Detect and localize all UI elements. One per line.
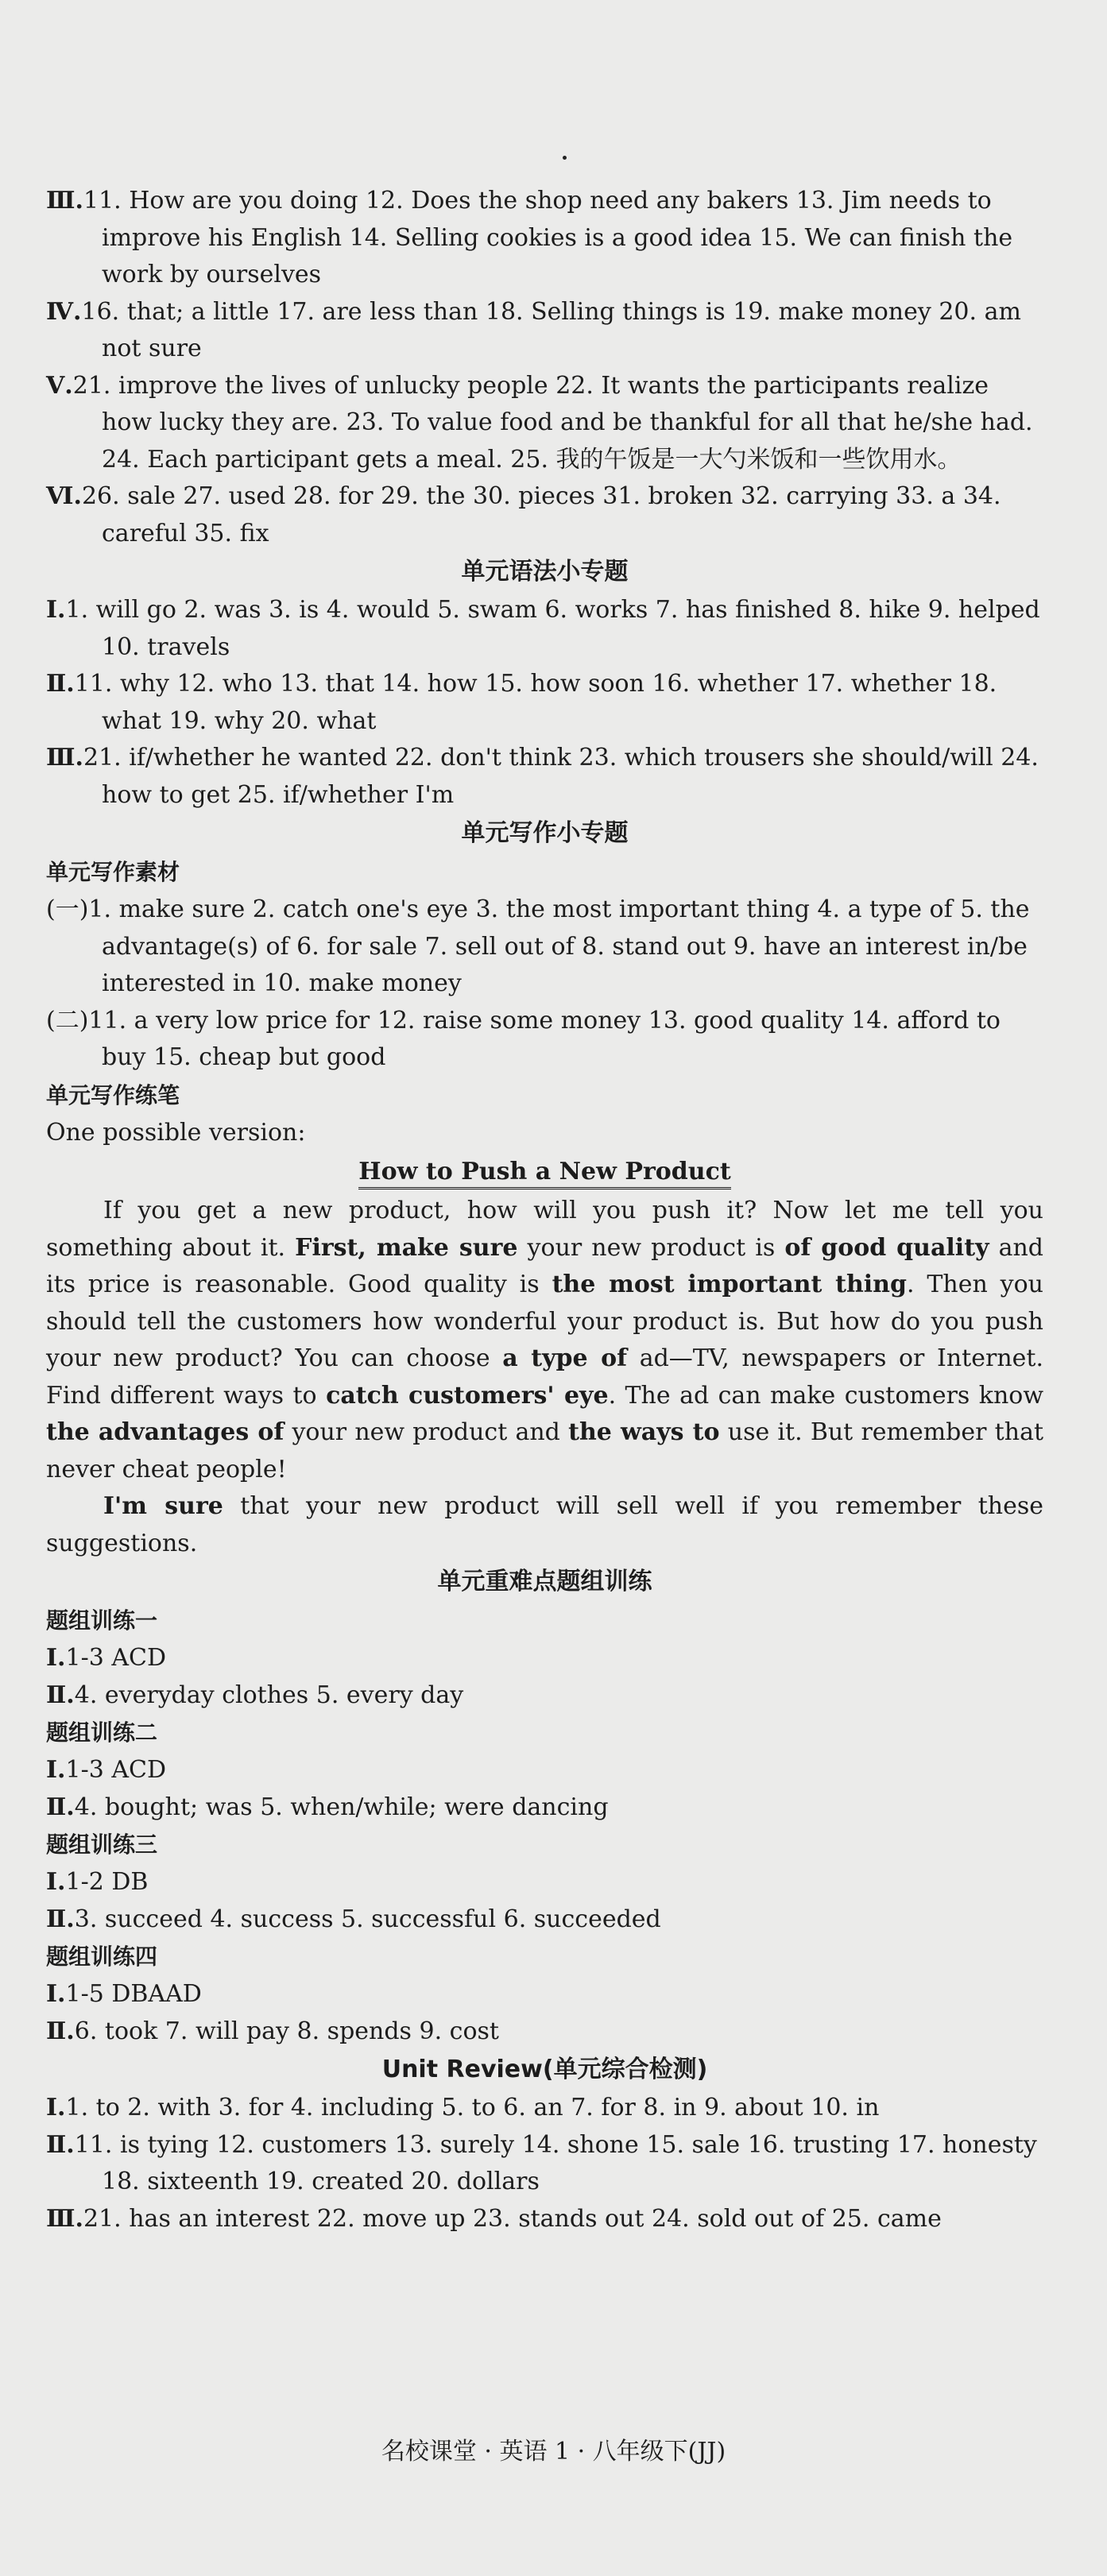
set-2-line-1: Ⅰ.1-3 ACD [46,1756,167,1784]
writing-material-2: (二)11. a very low price for 12. raise some money 13. good quality 14. afford to buy 15. cheap but good [46,1006,1001,1071]
section-6-answers: Ⅵ.26. sale 27. used 28. for 29. the 30. pieces 31. broken 32. carrying 33. a 34. careful 35. fix [46,482,1001,547]
review-2-answers: Ⅱ.11. is tying 12. customers 13. surely 14. shone 15. sale 16. trusting 17. honesty 18. sixteenth 19. created 20. dollars [46,2130,1037,2195]
set-1-label: 题组训练一 [46,1607,158,1634]
section-3-answers: Ⅲ.11. How are you doing 12. Does the shop need any bakers 13. Jim needs to improve his English 14. Selling cookies is a good idea 15. We can finish the work by ourselves [46,187,1013,288]
set-3-line-2: Ⅱ.3. succeed 4. success 5. successful 6. succeeded [46,1905,661,1933]
review-1-answers: Ⅰ.1. to 2. with 3. for 4. including 5. to 6. an 7. for 8. in 9. about 10. in [46,2094,880,2122]
sample-intro: One possible version: [46,1118,306,1147]
review-heading: Unit Review(单元综合检测) [381,2056,708,2083]
set-3-label: 题组训练三 [46,1831,158,1858]
grammar-3-answers: Ⅲ.21. if/whether he wanted 22. don't think 23. which trousers she should/will 24. how to get 25. if/whether I'm [46,744,1039,809]
essay-paragraph-1: If you get a new product, how will you push it? Now let me tell you something about it. First, make sure your new product is of good quality and its price is reasonable. Good quality is the most important thing. Then you should tell the customers how wonderful your product is. But how do you push your new product? You can choose a type of ad—TV, newspapers or Internet. Find different ways to catch customers' eye. The ad can make customers know the advantages of your new product and the ways to use it. But remember that never cheat people! [46,1197,1044,1483]
grammar-heading: 单元语法小专题 [461,558,629,586]
writing-practice-label: 单元写作练笔 [46,1081,180,1108]
essay-paragraph-2: I'm sure that your new product will sell well if you remember these suggestions. [46,1492,1044,1557]
answer-content [46,183,1043,2238]
essay-title: How to Push a New Product [46,1151,1043,1193]
set-4-line-1: Ⅰ.1-5 DBAAD [46,1980,202,2008]
review-3-answers: Ⅲ.21. has an interest 22. move up 23. stands out 24. sold out of 25. came [46,2204,942,2233]
set-2-line-2: Ⅱ.4. bought; was 5. when/while; were dancing [46,1793,609,1821]
page-mark [563,156,567,160]
set-4-label: 题组训练四 [46,1944,158,1970]
set-1-line-2: Ⅱ.4. everyday clothes 5. every day [46,1681,464,1709]
writing-material-label: 单元写作素材 [46,859,180,885]
page-footer: 名校课堂 · 英语 1 · 八年级下(JJ) [381,2438,726,2466]
set-1-line-1: Ⅰ.1-3 ACD [46,1644,167,1672]
section-5-answers: Ⅴ.21. improve the lives of unlucky people 22. It wants the participants realize how lucky they are. 23. To value food and be thankful for all that he/she had. 24. Each participant gets a meal. 25. 我的午饭是一大勺米饭和一些饮用水。 [46,371,1033,474]
set-3-line-1: Ⅰ.1-2 DB [46,1868,149,1896]
training-heading: 单元重难点题组训练 [437,1568,652,1595]
section-4-answers: Ⅳ.16. that; a little 17. are less than 18. Selling things is 19. make money 20. am not sure [46,297,1021,362]
set-2-label: 题组训练二 [46,1719,158,1746]
set-4-line-2: Ⅱ.6. took 7. will pay 8. spends 9. cost [46,2017,499,2045]
writing-heading: 单元写作小专题 [461,819,629,847]
writing-material-1: (一)1. make sure 2. catch one's eye 3. the most important thing 4. a type of 5. the advantage(s) of 6. for sale 7. sell out of 8. stand out 9. have an interest in/be interested in 10. make money [46,895,1030,997]
grammar-2-answers: Ⅱ.11. why 12. who 13. that 14. how 15. how soon 16. whether 17. whether 18. what 19. why 20. what [46,670,997,735]
grammar-1-answers: Ⅰ.1. will go 2. was 3. is 4. would 5. swam 6. works 7. has finished 8. hike 9. helped 10. travels [46,596,1040,661]
